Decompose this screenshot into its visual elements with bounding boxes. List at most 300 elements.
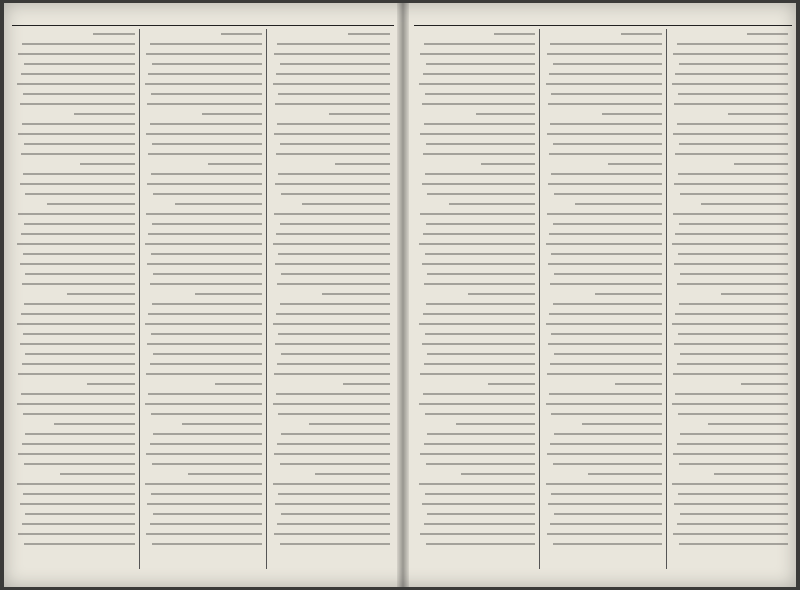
text-line	[16, 229, 135, 239]
text-line	[671, 419, 788, 429]
text-line	[544, 259, 661, 269]
text-line	[271, 519, 390, 529]
text-line	[144, 39, 263, 49]
text-line	[16, 99, 135, 109]
text-line	[544, 459, 661, 469]
text-line	[16, 59, 135, 69]
text-line	[671, 239, 788, 249]
text-line	[418, 159, 535, 169]
text-line	[271, 429, 390, 439]
text-line	[271, 209, 390, 219]
text-line	[544, 149, 661, 159]
text-line	[544, 169, 661, 179]
text-line	[418, 149, 535, 159]
text-line	[16, 459, 135, 469]
text-line	[16, 179, 135, 189]
text-line	[544, 269, 661, 279]
text-line	[544, 249, 661, 259]
text-line	[544, 489, 661, 499]
text-line	[671, 179, 788, 189]
text-line	[544, 289, 661, 299]
right-column-2	[540, 29, 666, 569]
text-line	[544, 39, 661, 49]
left-page-header	[12, 9, 394, 26]
text-line	[671, 79, 788, 89]
text-line	[544, 189, 661, 199]
right-page	[414, 9, 792, 581]
text-line	[16, 189, 135, 199]
left-page	[12, 9, 394, 581]
text-line	[271, 69, 390, 79]
text-line	[271, 419, 390, 429]
text-line	[144, 229, 263, 239]
text-line	[671, 129, 788, 139]
text-line	[271, 379, 390, 389]
text-line	[418, 119, 535, 129]
text-line	[544, 429, 661, 439]
text-line	[671, 69, 788, 79]
text-line	[271, 529, 390, 539]
text-line	[544, 299, 661, 309]
text-line	[144, 319, 263, 329]
text-line	[671, 139, 788, 149]
text-line	[271, 279, 390, 289]
text-line	[418, 239, 535, 249]
right-column-1	[667, 29, 792, 569]
text-line	[144, 339, 263, 349]
text-line	[16, 369, 135, 379]
text-line	[271, 239, 390, 249]
text-line	[671, 209, 788, 219]
text-line	[544, 329, 661, 339]
text-line	[671, 319, 788, 329]
text-line	[671, 339, 788, 349]
text-line	[544, 159, 661, 169]
text-line	[16, 379, 135, 389]
text-line	[671, 519, 788, 529]
text-line	[671, 99, 788, 109]
text-line	[418, 449, 535, 459]
text-line	[544, 139, 661, 149]
text-line	[144, 269, 263, 279]
text-line	[144, 89, 263, 99]
text-line	[544, 49, 661, 59]
text-line	[271, 299, 390, 309]
text-line	[271, 469, 390, 479]
text-line	[144, 449, 263, 459]
text-line	[671, 489, 788, 499]
text-line	[16, 129, 135, 139]
text-line	[671, 369, 788, 379]
text-line	[16, 169, 135, 179]
text-line	[544, 179, 661, 189]
text-line	[418, 179, 535, 189]
text-line	[671, 229, 788, 239]
text-line	[418, 249, 535, 259]
text-line	[544, 309, 661, 319]
text-line	[418, 499, 535, 509]
text-line	[671, 299, 788, 309]
text-line	[16, 39, 135, 49]
text-line	[144, 379, 263, 389]
text-line	[418, 269, 535, 279]
text-line	[671, 469, 788, 479]
text-line	[144, 359, 263, 369]
text-line	[544, 539, 661, 549]
text-line	[144, 409, 263, 419]
text-line	[144, 489, 263, 499]
text-line	[16, 499, 135, 509]
text-line	[544, 379, 661, 389]
text-line	[144, 309, 263, 319]
text-line	[144, 459, 263, 469]
book-spread	[4, 3, 796, 587]
text-line	[271, 349, 390, 359]
text-line	[16, 519, 135, 529]
text-line	[271, 309, 390, 319]
text-line	[418, 199, 535, 209]
text-line	[418, 529, 535, 539]
text-line	[418, 399, 535, 409]
text-line	[418, 439, 535, 449]
text-line	[671, 219, 788, 229]
text-line	[271, 169, 390, 179]
text-line	[16, 429, 135, 439]
text-line	[544, 469, 661, 479]
text-line	[671, 149, 788, 159]
text-line	[544, 229, 661, 239]
text-line	[271, 399, 390, 409]
text-line	[418, 429, 535, 439]
text-line	[671, 249, 788, 259]
text-line	[418, 469, 535, 479]
text-line	[16, 449, 135, 459]
text-line	[271, 149, 390, 159]
text-line	[544, 109, 661, 119]
text-line	[544, 79, 661, 89]
text-line	[144, 109, 263, 119]
text-line	[144, 139, 263, 149]
text-line	[271, 89, 390, 99]
text-line	[16, 119, 135, 129]
text-line	[144, 439, 263, 449]
text-line	[16, 149, 135, 159]
text-line	[16, 269, 135, 279]
text-line	[418, 259, 535, 269]
text-line	[418, 229, 535, 239]
text-line	[144, 99, 263, 109]
text-line	[271, 129, 390, 139]
text-line	[544, 359, 661, 369]
text-line	[671, 359, 788, 369]
right-page-columns	[414, 29, 792, 569]
text-line	[144, 539, 263, 549]
text-line	[544, 239, 661, 249]
text-line	[671, 509, 788, 519]
text-line	[144, 69, 263, 79]
text-line	[144, 239, 263, 249]
text-line	[16, 159, 135, 169]
text-line	[544, 409, 661, 419]
left-page-columns	[12, 29, 394, 569]
text-line	[271, 339, 390, 349]
text-line	[418, 79, 535, 89]
text-line	[16, 389, 135, 399]
text-line	[16, 259, 135, 269]
text-line	[671, 119, 788, 129]
text-line	[671, 159, 788, 169]
text-line	[271, 329, 390, 339]
book-gutter	[397, 3, 409, 587]
text-line	[671, 399, 788, 409]
text-line	[418, 379, 535, 389]
text-line	[144, 219, 263, 229]
text-line	[271, 99, 390, 109]
text-line	[544, 119, 661, 129]
text-line	[671, 309, 788, 319]
text-line	[271, 409, 390, 419]
text-line	[271, 79, 390, 89]
right-column-3	[414, 29, 540, 569]
text-line	[271, 499, 390, 509]
text-line	[144, 189, 263, 199]
text-line	[671, 379, 788, 389]
text-line	[271, 359, 390, 369]
text-line	[144, 279, 263, 289]
text-line	[16, 219, 135, 229]
text-line	[16, 139, 135, 149]
text-line	[418, 189, 535, 199]
text-line	[418, 329, 535, 339]
text-line	[418, 49, 535, 59]
text-line	[271, 449, 390, 459]
text-line	[671, 39, 788, 49]
text-line	[271, 179, 390, 189]
text-line	[144, 249, 263, 259]
text-line	[544, 29, 661, 39]
text-line	[16, 49, 135, 59]
text-line	[418, 389, 535, 399]
text-line	[544, 339, 661, 349]
text-line	[144, 179, 263, 189]
text-line	[418, 59, 535, 69]
text-line	[144, 369, 263, 379]
text-line	[671, 439, 788, 449]
text-line	[671, 349, 788, 359]
text-line	[271, 159, 390, 169]
text-line	[544, 399, 661, 409]
text-line	[144, 209, 263, 219]
text-line	[544, 209, 661, 219]
text-line	[418, 279, 535, 289]
text-line	[144, 289, 263, 299]
text-line	[144, 509, 263, 519]
text-line	[271, 489, 390, 499]
text-line	[144, 49, 263, 59]
text-line	[144, 399, 263, 409]
text-line	[16, 409, 135, 419]
text-line	[544, 499, 661, 509]
text-line	[418, 419, 535, 429]
text-line	[16, 29, 135, 39]
text-line	[16, 349, 135, 359]
text-line	[544, 99, 661, 109]
text-line	[16, 239, 135, 249]
text-line	[544, 479, 661, 489]
text-line	[16, 209, 135, 219]
text-line	[271, 39, 390, 49]
text-line	[544, 129, 661, 139]
text-line	[271, 119, 390, 129]
text-line	[16, 69, 135, 79]
text-line	[418, 29, 535, 39]
text-line	[144, 149, 263, 159]
text-line	[144, 169, 263, 179]
text-line	[144, 479, 263, 489]
text-line	[418, 89, 535, 99]
text-line	[671, 449, 788, 459]
text-line	[418, 299, 535, 309]
right-page-header	[414, 9, 792, 26]
text-line	[418, 219, 535, 229]
text-line	[671, 199, 788, 209]
text-line	[671, 479, 788, 489]
text-line	[671, 499, 788, 509]
text-line	[418, 539, 535, 549]
text-line	[544, 509, 661, 519]
text-line	[418, 129, 535, 139]
text-line	[544, 199, 661, 209]
text-line	[671, 89, 788, 99]
text-line	[271, 259, 390, 269]
text-line	[671, 409, 788, 419]
text-line	[271, 269, 390, 279]
text-line	[544, 449, 661, 459]
text-line	[271, 29, 390, 39]
text-line	[16, 509, 135, 519]
text-line	[16, 309, 135, 319]
text-line	[16, 319, 135, 329]
text-line	[671, 329, 788, 339]
text-line	[144, 349, 263, 359]
text-line	[671, 189, 788, 199]
text-line	[671, 169, 788, 179]
text-line	[418, 359, 535, 369]
text-line	[271, 59, 390, 69]
text-line	[671, 289, 788, 299]
text-line	[16, 289, 135, 299]
text-line	[671, 459, 788, 469]
text-line	[16, 89, 135, 99]
text-line	[271, 49, 390, 59]
text-line	[418, 349, 535, 359]
text-line	[16, 439, 135, 449]
text-line	[144, 499, 263, 509]
text-line	[671, 269, 788, 279]
text-line	[271, 479, 390, 489]
text-line	[144, 299, 263, 309]
text-line	[418, 479, 535, 489]
text-line	[418, 339, 535, 349]
text-line	[16, 479, 135, 489]
text-line	[16, 469, 135, 479]
text-line	[271, 539, 390, 549]
text-line	[671, 259, 788, 269]
text-line	[544, 349, 661, 359]
text-line	[671, 109, 788, 119]
text-line	[418, 409, 535, 419]
text-line	[144, 469, 263, 479]
text-line	[418, 289, 535, 299]
text-line	[671, 279, 788, 289]
text-line	[144, 389, 263, 399]
text-line	[418, 309, 535, 319]
text-line	[671, 389, 788, 399]
text-line	[271, 509, 390, 519]
text-line	[544, 369, 661, 379]
text-line	[144, 519, 263, 529]
text-line	[271, 459, 390, 469]
text-line	[671, 29, 788, 39]
text-line	[144, 419, 263, 429]
text-line	[271, 439, 390, 449]
text-line	[671, 529, 788, 539]
text-line	[144, 59, 263, 69]
text-line	[271, 369, 390, 379]
text-line	[418, 369, 535, 379]
text-line	[418, 319, 535, 329]
text-line	[16, 299, 135, 309]
text-line	[144, 119, 263, 129]
text-line	[271, 249, 390, 259]
text-line	[16, 109, 135, 119]
text-line	[16, 399, 135, 409]
text-line	[544, 219, 661, 229]
text-line	[144, 159, 263, 169]
text-line	[144, 129, 263, 139]
text-line	[418, 459, 535, 469]
text-line	[16, 529, 135, 539]
text-line	[418, 69, 535, 79]
text-line	[671, 59, 788, 69]
text-line	[144, 79, 263, 89]
text-line	[418, 489, 535, 499]
text-line	[16, 419, 135, 429]
text-line	[544, 389, 661, 399]
text-line	[418, 169, 535, 179]
text-line	[671, 539, 788, 549]
text-line	[544, 69, 661, 79]
text-line	[544, 529, 661, 539]
text-line	[271, 139, 390, 149]
text-line	[418, 99, 535, 109]
text-line	[271, 109, 390, 119]
left-column-1	[267, 29, 394, 569]
text-line	[144, 199, 263, 209]
text-line	[16, 539, 135, 549]
text-line	[16, 79, 135, 89]
text-line	[418, 139, 535, 149]
left-column-3	[12, 29, 140, 569]
text-line	[544, 419, 661, 429]
text-line	[16, 329, 135, 339]
text-line	[418, 509, 535, 519]
text-line	[16, 359, 135, 369]
text-line	[144, 329, 263, 339]
text-line	[271, 389, 390, 399]
text-line	[16, 249, 135, 259]
text-line	[671, 429, 788, 439]
